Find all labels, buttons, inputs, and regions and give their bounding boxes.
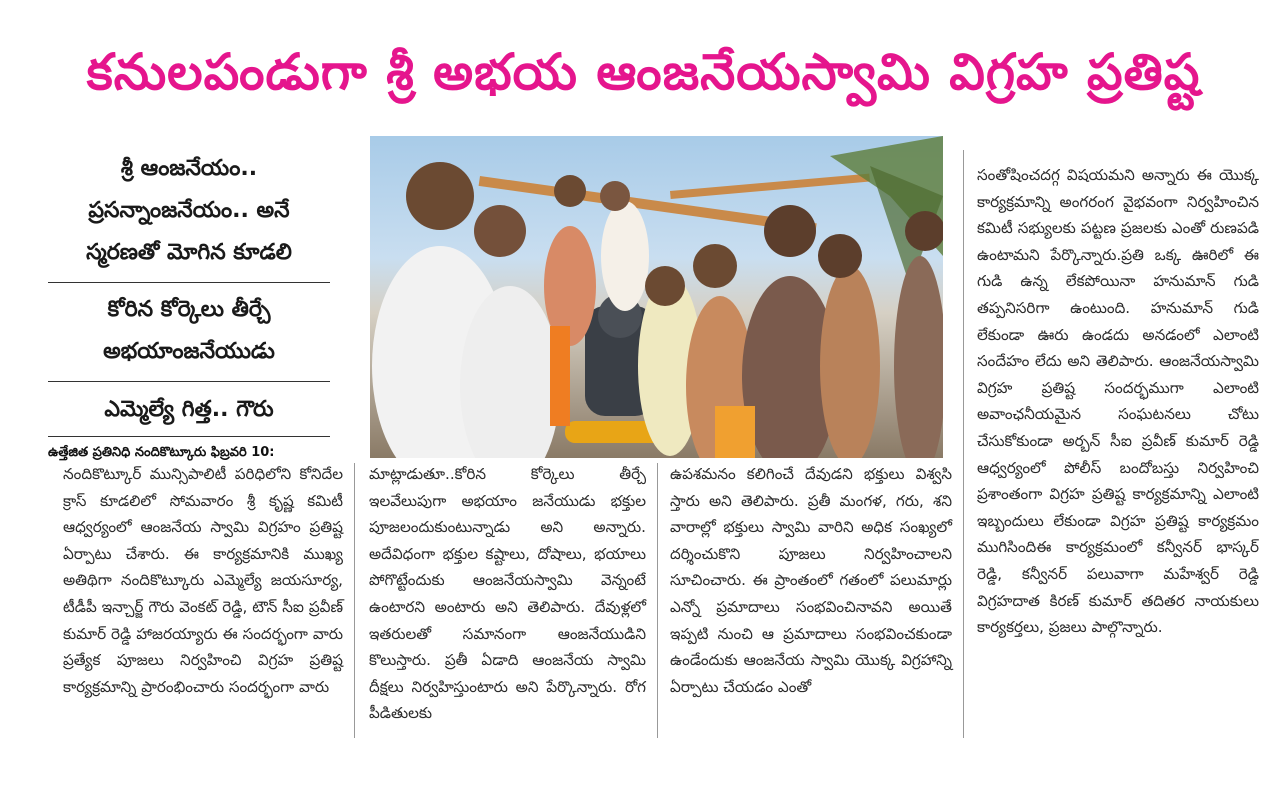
- subhead-first: శ్రీ ఆంజనేయం.. ప్రసన్నాంజనేయం.. అనే స్మరణతో మోగిన కూడలి: [48, 148, 330, 283]
- column-divider: [354, 463, 355, 738]
- column-divider: [657, 463, 658, 738]
- dateline: ఉత్తేజిత ప్రతినిధి నందికొట్కూరు ఫిబ్రవరి 10:: [48, 445, 275, 460]
- body-column-3: ఉపశమనం కలిగించే దేవుడని భక్తులు విశ్వసి స్తారు అని తెలిపారు. ప్రతీ మంగళ, గరు, శని వారాల్లో భక్తులు స్వామి వారిని అధిక సంఖ్యలో దర్శించుకొని పూజలు నిర్వహించాలని సూచించారు. ఈ ప్రాంతంలో గతంలో పలుమార్లు ఎన్నో ప్రమాదాలు సంభవించినావని అయితే ఇప్పటి నుంచి ఆ ప్రమాదాలు సంభవించకుండా ఉండేందుకు ఆంజనేయ స్వామి యొక్క విగ్రహాన్ని ఏర్పాటు చేయడం ఎంతో: [670, 465, 952, 696]
- subhead-second: కోరిన కోర్కెలు తీర్చే అభయాంజనేయుడు: [48, 283, 330, 382]
- body-column-1: నందికొట్కూర్ మున్సిపాలిటీ పరిధిలోని కోనిదేల క్రాస్ కూడలిలో సోమవారం శ్రీ కృష్ణ కమిటీ ఆధ్వర్యంలో ఆంజనేయ స్వామి విగ్రహం ప్రతిష్ట ఏర్పాటు చేశారు. ఈ కార్యక్రమానికి ముఖ్య అతిథిగా నందికొట్కూరు ఎమ్మెల్యే జయసూర్య, టీడీపీ ఇన్చార్జ్ గౌరు వెంకట్ రెడ్డి, టౌన్ సీఐ ప్రవీణ్ కుమార్ రెడ్డి హాజరయ్యారు ఈ సందర్భంగా వారు ప్రత్యేక పూజలు నిర్వహించి విగ్రహ ప్రతిష్ట కార్యక్రమాన్ని ప్రారంభించారు సందర్భంగా వారు: [63, 465, 343, 696]
- body-column-4: సంతోషించదగ్గ విషయమని అన్నారు ఈ యొక్క కార్యక్రమాన్ని అంగరంగ వైభవంగా నిర్వహించిన కమిటీ సభ్యులకు పట్టణ ప్రజలకు ఎంతో రుణపడి ఉంటామని పేర్కొన్నారు.ప్రతి ఒక్క ఊరిలో ఈ గుడి ఉన్న లేకపోయినా హనుమాన్ గుడి తప్పనిసరిగా ఉంటుంది. హనుమాన్ గుడి లేకుండా ఊరు ఉండదు అనడంలో ఎలాంటి సందేహం లేదు అని తెలిపారు. ఆంజనేయస్వామి విగ్రహ ప్రతిష్ట సందర్భముగా ఎలాంటి అవాంఛనీయమైన సంఘటనలు చోటు చేసుకోకుండా అర్బన్ సీఐ ప్రవీణ్ కుమార్ రెడ్డి ఆధ్వర్యంలో పోలీస్ బందోబస్తు నిర్వహించి ప్రశాంతంగా విగ్రహ ప్రతిష్ట కార్యక్రమాన్ని ఎలాంటి ఇబ్బందులు లేకుండా విగ్రహ ప్రతిష్ట కార్యక్రమం ముగిసిందిఈ కార్యక్రమంలో కన్వీనర్ భాస్కర్ రెడ్డి, కన్వీనర్ పలువాగా మహేశ్వర్ రెడ్డి విగ్రహదాత కిరణ్ కుమార్ తదితర నాయకులు కార్యకర్తలు, ప్రజలు పాల్గొన్నారు.: [977, 166, 1259, 637]
- body-column-2: మాట్లాడుతూ..కోరిన కోర్కెలు తీర్చే ఇలవేలుపుగా అభయాం జనేయుడు భక్తుల పూజలందుకుంటున్నాడు అని అన్నారు. అదేవిధంగా భక్తుల కష్టాలు, దోషాలు, భయాలు పోగొట్టేందుకు ఆంజనేయస్వామి వెన్నంటే ఉంటారని అంటారు అని తెలిపారు. దేవుళ్లలో ఇతరులతో సమానంగా ఆంజనేయుడిని కొలుస్తారు. ప్రతీ ఏడాది ఆంజనేయ స్వామి దీక్షలు నిర్వహిస్తుంటారు అని పేర్కొన్నారు. రోగ పీడితులకు: [369, 465, 646, 723]
- photo-illustration: [370, 136, 943, 458]
- subhead-third: ఎమ్మెల్యే గిత్త.. గౌరు: [48, 382, 330, 437]
- ceremony-photo: [370, 136, 943, 458]
- article-headline: కనులపండుగా శ్రీ అభయ ఆంజనేయస్వామి విగ్రహ ప్రతిష్ట: [86, 43, 1201, 101]
- column-divider: [963, 150, 964, 738]
- subheads-sidebar: [48, 148, 330, 463]
